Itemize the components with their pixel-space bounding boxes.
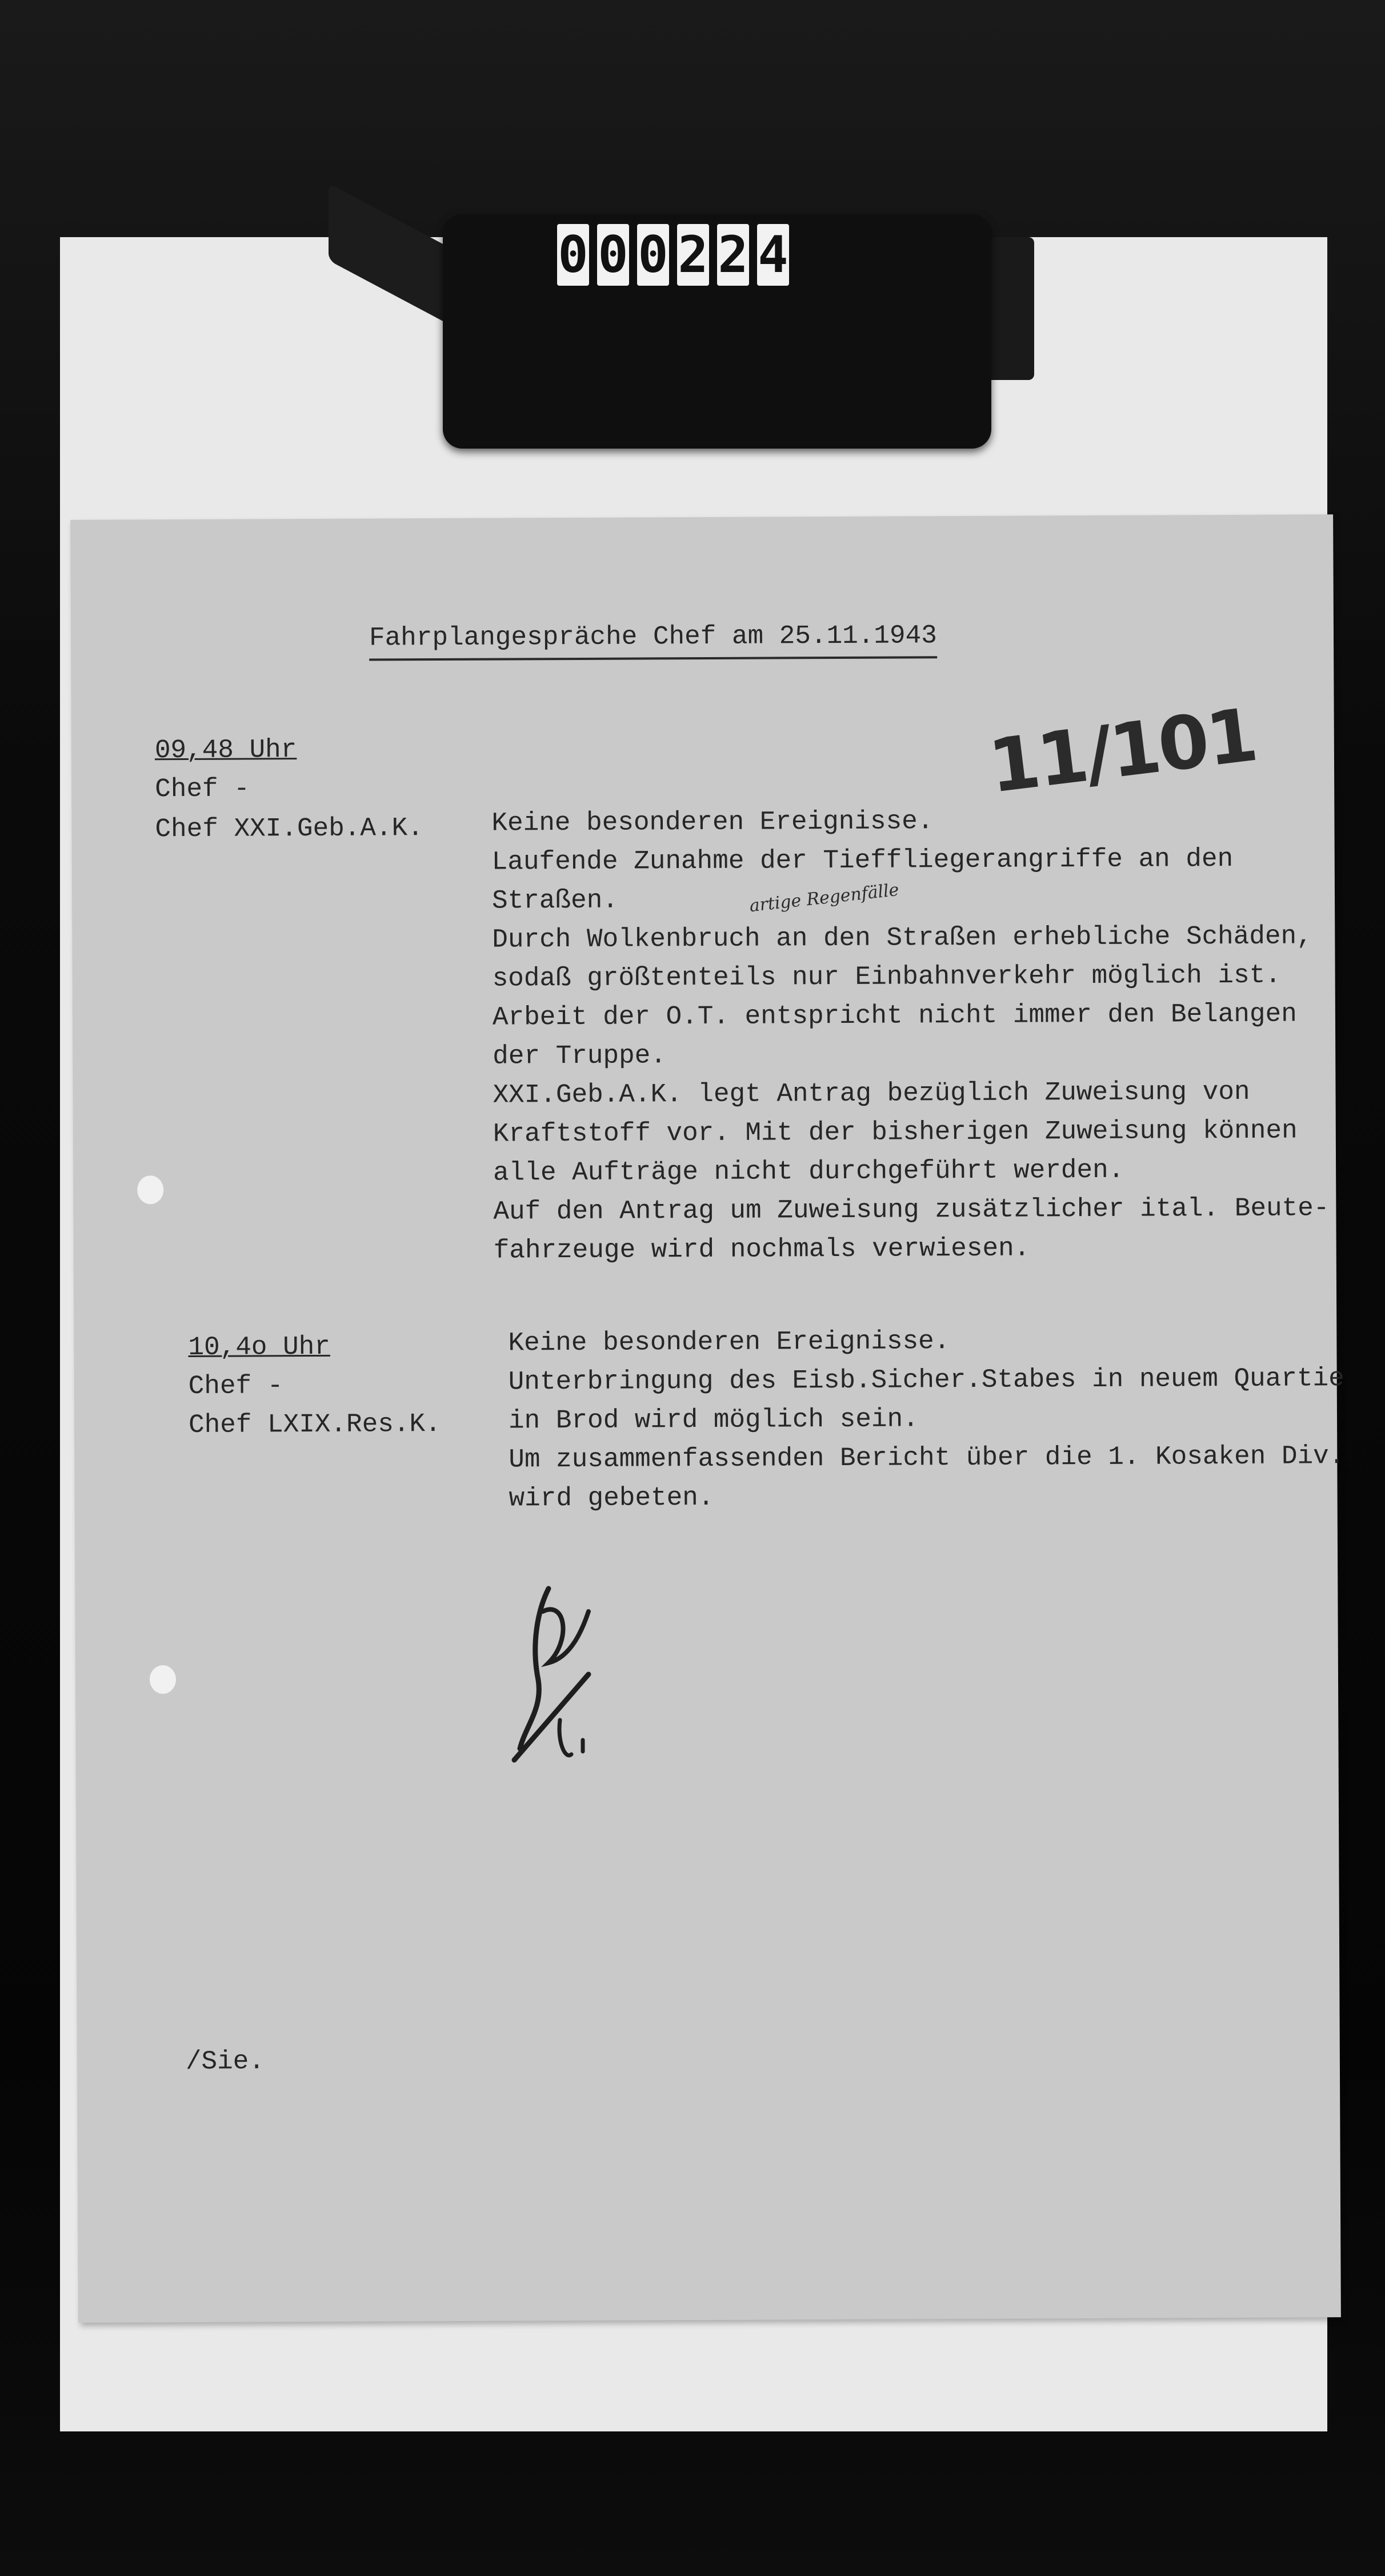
entry-1-line: Kraftstoff vor. Mit der bisherigen Zuweisung können	[493, 1115, 1298, 1149]
entry-1-line: Straßen.	[491, 885, 618, 916]
entry-2-to: Chef LXIX.Res.K.	[188, 1409, 441, 1440]
entry-1-from: Chef -	[155, 774, 250, 805]
entry-1-line: Laufende Zunahme der Tieffliegerangriffe an den	[491, 843, 1234, 877]
entry-1-line: Durch Wolkenbruch an den Straßen erhebliche Schäden,	[492, 921, 1312, 955]
signature	[503, 1577, 617, 1771]
punch-hole	[137, 1175, 163, 1204]
entry-1-time: 09,48 Uhr	[154, 735, 297, 766]
document-title: Fahrplangespräche Chef am 25.11.1943	[369, 616, 937, 661]
entry-1-line: Auf den Antrag um Zuweisung zusätzlicher ital. Beute-	[493, 1193, 1330, 1227]
entry-1-line: Keine besonderen Ereignisse.	[491, 806, 934, 838]
entry-2-line: wird gebeten.	[509, 1482, 714, 1514]
entry-2-line: Um zusammenfassenden Bericht über die 1. Kosaken Div.	[509, 1441, 1345, 1475]
entry-1-line: der Truppe.	[493, 1041, 666, 1071]
footer-initials: /Sie.	[185, 2046, 265, 2077]
entry-1-to: Chef XXI.Geb.A.K.	[155, 813, 423, 845]
handwritten-folio-number: 11/101	[984, 693, 1260, 810]
entry-1-line: sodaß größtenteils nur Einbahnverkehr möglich ist.	[492, 960, 1281, 994]
handwritten-annotation: artige Regenfälle	[748, 879, 900, 917]
entry-1-line: Arbeit der O.T. entspricht nicht immer den Belangen	[492, 999, 1297, 1033]
entry-2-line: Unterbringung des Eisb.Sicher.Stabes in neuem Quartie	[508, 1363, 1344, 1397]
entry-2-line: Keine besonderen Ereignisse.	[508, 1326, 950, 1358]
entry-1-line: alle Aufträge nicht durchgeführt werden.	[493, 1155, 1124, 1188]
punch-hole	[150, 1665, 176, 1694]
counter-digit: 0	[637, 224, 669, 286]
entry-2-line: in Brod wird möglich sein.	[508, 1404, 919, 1436]
counter-digit: 4	[757, 224, 789, 286]
counter-digit: 0	[557, 224, 589, 286]
frame-counter-digits	[557, 224, 789, 286]
entry-1-line: XXI.Geb.A.K. legt Antrag bezüglich Zuweisung von	[493, 1077, 1250, 1110]
entry-2-from: Chef -	[188, 1371, 283, 1401]
entry-1-line: fahrzeuge wird nochmals verwiesen.	[493, 1233, 1030, 1266]
counter-digit: 0	[597, 224, 629, 286]
counter-digit: 2	[717, 224, 749, 286]
counter-digit: 2	[677, 224, 709, 286]
entry-2-time: 10,4o Uhr	[188, 1331, 331, 1362]
